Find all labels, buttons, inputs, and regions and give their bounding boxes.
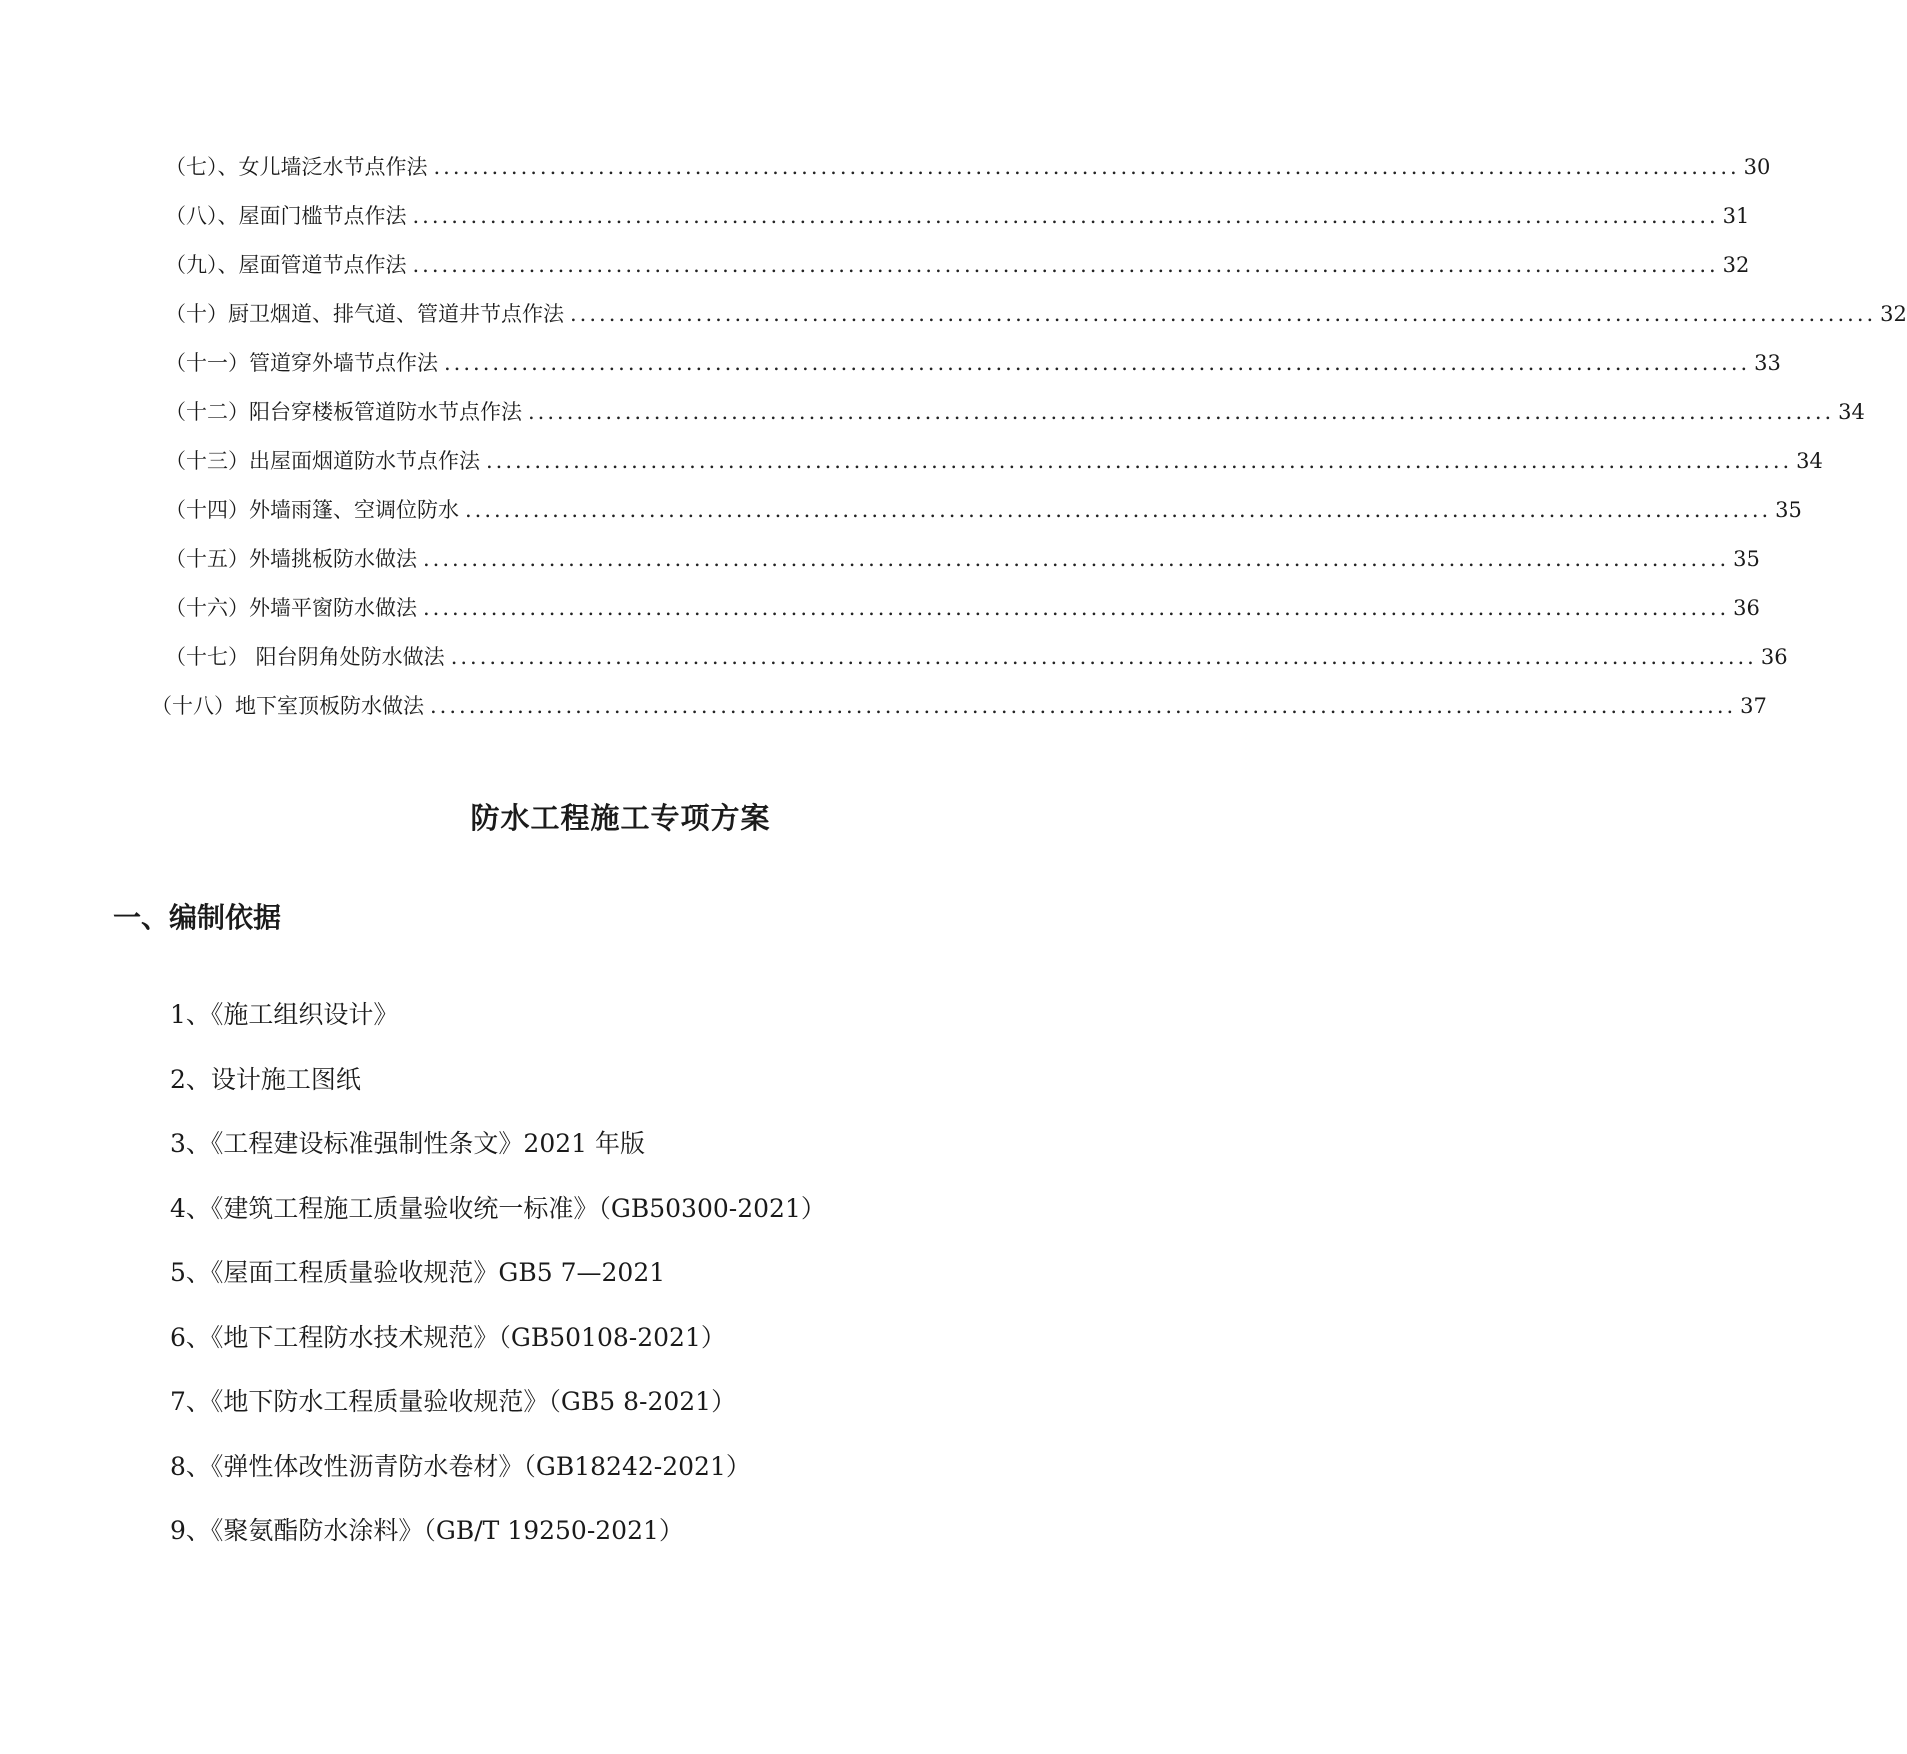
section-heading: 一、编制依据 xyxy=(113,901,282,934)
toc-leader-dots: ....................................................................................................................................... xyxy=(528,400,1835,424)
toc-entry-label: （十）厨卫烟道、排气道、管道井节点作法 xyxy=(165,302,564,326)
reference-item: 6、《地下工程防水技术规范》（GB50108-2021） xyxy=(170,1322,726,1352)
toc-entry-page: 34 xyxy=(1838,400,1865,424)
toc-entry-page: 36 xyxy=(1733,596,1760,620)
toc-entry-page: 32 xyxy=(1880,302,1907,326)
toc-entry[interactable] xyxy=(165,201,1750,250)
toc-leader-dots: ....................................................................................................................................... xyxy=(412,204,1719,228)
toc-entry-label: （十八）地下室顶板防水做法 xyxy=(151,694,424,718)
reference-item: 7、《地下防水工程质量验收规范》（GB5 8-2021） xyxy=(170,1387,737,1416)
toc-entry-label: （七）、女儿墙泛水节点作法 xyxy=(165,155,428,179)
toc-entry-page: 30 xyxy=(1743,155,1771,179)
toc-entry[interactable] xyxy=(165,299,1907,348)
reference-list xyxy=(170,1000,826,1581)
toc-entry[interactable] xyxy=(165,544,1760,593)
toc-entry-label: （九）、屋面管道节点作法 xyxy=(165,253,407,277)
toc-entry-label: （十四）外墙雨篷、空调位防水 xyxy=(165,498,459,522)
toc-entry-label: （十七） 阳台阴角处防水做法 xyxy=(165,645,445,669)
toc-entry-page: 34 xyxy=(1796,449,1823,473)
toc-leader-dots: ....................................................................................................................................... xyxy=(570,302,1877,326)
toc-entry-label: （十五）外墙挑板防水做法 xyxy=(165,547,417,571)
toc-entry-label: （十一）管道穿外墙节点作法 xyxy=(165,351,438,375)
toc-entry[interactable] xyxy=(165,397,1865,446)
reference-item: 9、《聚氨酯防水涂料》（GB/T 19250-2021） xyxy=(170,1516,684,1545)
toc-leader-dots: ....................................................................................................................................... xyxy=(433,155,1740,179)
toc-entry[interactable] xyxy=(165,446,1823,495)
toc-leader-dots: ....................................................................................................................................... xyxy=(486,449,1793,473)
reference-item: 8、《弹性体改性沥青防水卷材》（GB18242-2021） xyxy=(170,1451,751,1481)
toc-entry[interactable] xyxy=(165,250,1750,299)
toc-entry-page: 32 xyxy=(1722,253,1750,277)
toc-leader-dots: ....................................................................................................................................... xyxy=(444,351,1751,375)
reference-item: 2、设计施工图纸 xyxy=(170,1064,361,1094)
toc-entry[interactable] xyxy=(165,495,1802,544)
reference-item: 5、《屋面工程质量验收规范》GB5 7—2021 xyxy=(170,1258,666,1287)
reference-item: 3、《工程建设标准强制性条文》2021 年版 xyxy=(170,1129,645,1158)
toc-entry-label: （十二）阳台穿楼板管道防水节点作法 xyxy=(165,400,522,424)
toc-entry-page: 33 xyxy=(1754,351,1781,375)
toc-leader-dots: ....................................................................................................................................... xyxy=(465,498,1772,522)
toc-leader-dots: ....................................................................................................................................... xyxy=(412,253,1719,277)
toc-entry-page: 31 xyxy=(1722,204,1750,228)
toc-leader-dots: ....................................................................................................................................... xyxy=(430,694,1737,718)
toc-entry[interactable] xyxy=(151,691,1767,740)
table-of-contents xyxy=(151,152,1907,740)
toc-leader-dots: ....................................................................................................................................... xyxy=(423,596,1730,620)
document-title: 防水工程施工专项方案 xyxy=(470,801,771,835)
toc-entry-page: 37 xyxy=(1740,694,1767,718)
toc-entry[interactable] xyxy=(165,152,1771,201)
reference-item: 1、《施工组织设计》 xyxy=(170,1000,399,1029)
toc-leader-dots: ....................................................................................................................................... xyxy=(423,547,1730,571)
toc-entry-page: 35 xyxy=(1733,547,1760,571)
toc-leader-dots: ....................................................................................................................................... xyxy=(450,645,1757,669)
toc-entry-label: （十三）出屋面烟道防水节点作法 xyxy=(165,449,480,473)
toc-entry-label: （十六）外墙平窗防水做法 xyxy=(165,596,417,620)
toc-entry[interactable] xyxy=(165,348,1781,397)
reference-item: 4、《建筑工程施工质量验收统一标准》（GB50300-2021） xyxy=(170,1193,826,1223)
toc-entry-label: （八）、屋面门槛节点作法 xyxy=(165,204,407,228)
toc-entry[interactable] xyxy=(165,593,1760,642)
toc-entry-page: 35 xyxy=(1775,498,1802,522)
toc-entry-page: 36 xyxy=(1760,645,1788,669)
toc-entry[interactable] xyxy=(165,642,1788,691)
